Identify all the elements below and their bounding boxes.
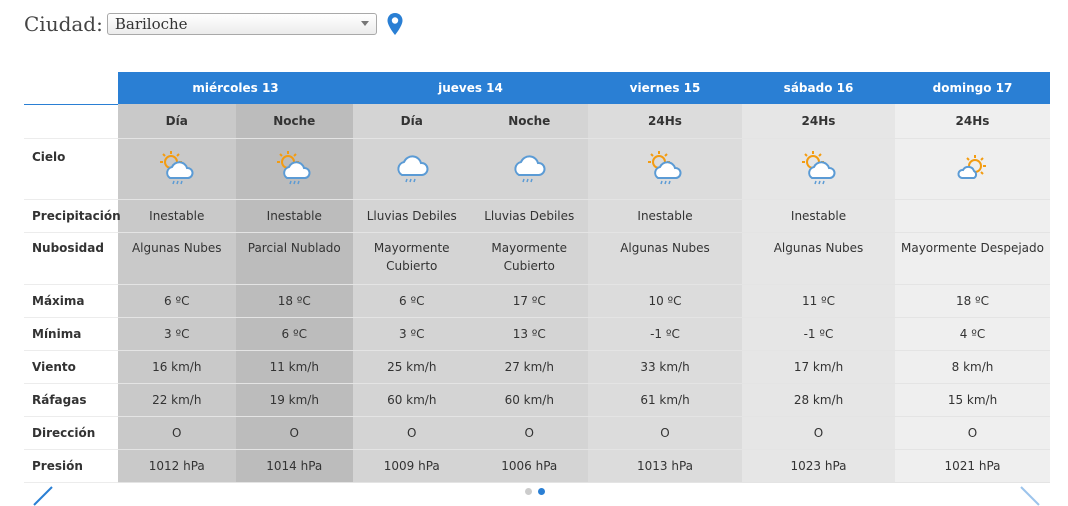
cell-value: 27 km/h [471,350,589,383]
cell-value: 60 km/h [471,383,589,416]
cell-value: 6 ºC [118,284,236,317]
period-cell: Noche [236,104,354,138]
cell-value: 1012 hPa [118,449,236,482]
cell-value: 11 km/h [236,350,354,383]
next-arrow-icon[interactable] [1017,483,1041,506]
cell-value: 3 ºC [118,317,236,350]
sun-cloud-icon [952,148,994,190]
cell-value: 33 km/h [588,350,742,383]
direccion-row [24,416,1050,449]
cell-value: O [353,416,471,449]
period-cell: Día [353,104,471,138]
nubosidad-row [24,232,1050,284]
cell-value: 1023 hPa [742,449,895,482]
cloud-rain-icon [508,148,550,190]
sun-cloud-rain-icon [156,148,198,190]
cell-value: O [118,416,236,449]
cell-value: O [236,416,354,449]
cell-value: Inestable [118,199,236,232]
cell-value: Mayormente [373,240,450,255]
cell-value: 13 ºC [471,317,589,350]
forecast-table [24,72,1050,483]
day-header: viernes 15 [588,72,742,104]
row-label-maxima: Máxima [24,284,118,317]
cell-value: -1 ºC [588,317,742,350]
period-cell: 24Hs [588,104,742,138]
city-selector-row [24,10,404,38]
cell-value: 1014 hPa [236,449,354,482]
cell-value: 61 km/h [588,383,742,416]
cell-value: Inestable [588,199,742,232]
cell-value: Parcial Nublado [247,240,341,255]
cell-value: O [895,416,1050,449]
pagination-dot[interactable] [525,488,532,495]
row-label-nubosidad: Nubosidad [24,232,118,284]
row-label-rafagas: Ráfagas [24,383,118,416]
cell-value: Algunas Nubes [131,240,222,255]
cell-value: 1009 hPa [353,449,471,482]
cell-value: Lluvias Debiles [353,199,471,232]
cell-value: 25 km/h [353,350,471,383]
day-header: miércoles 13 [118,72,353,104]
period-cell: 24Hs [742,104,895,138]
period-cell: 24Hs [895,104,1050,138]
maxima-row [24,284,1050,317]
cielo-row [24,138,1050,199]
city-select-value: Bariloche [114,15,188,33]
cell-value: Algunas Nubes [773,240,864,255]
pagination-dots [525,488,545,495]
city-select[interactable] [107,13,377,35]
row-label-cielo: Cielo [24,138,118,199]
cell-value: 1021 hPa [895,449,1050,482]
cell-value: 16 km/h [118,350,236,383]
cell-value: Lluvias Debiles [471,199,589,232]
cloud-rain-icon [391,148,433,190]
chevron-down-icon [361,21,369,26]
row-label-direccion: Dirección [24,416,118,449]
location-pin-icon[interactable] [386,12,404,36]
cell-value: 4 ºC [895,317,1050,350]
cell-value: Cubierto [503,258,555,273]
sun-cloud-rain-icon [273,148,315,190]
cell-value: 3 ºC [353,317,471,350]
cell-value: O [471,416,589,449]
cell-value: 17 km/h [742,350,895,383]
day-header: sábado 16 [742,72,895,104]
sun-cloud-rain-icon [644,148,686,190]
cell-value: -1 ºC [742,317,895,350]
cell-value: 22 km/h [118,383,236,416]
viento-row [24,350,1050,383]
day-header: jueves 14 [353,72,588,104]
cell-value: Mayormente [491,240,568,255]
cell-value: 6 ºC [236,317,354,350]
cell-value: Inestable [236,199,354,232]
rafagas-row [24,383,1050,416]
cell-value: 11 ºC [742,284,895,317]
cell-value: O [742,416,895,449]
cell-value: Cubierto [386,258,438,273]
cell-value: 18 ºC [236,284,354,317]
period-cell: Noche [471,104,589,138]
row-label [24,104,118,138]
cell-value: 60 km/h [353,383,471,416]
cell-value: 6 ºC [353,284,471,317]
cell-value: 1006 hPa [471,449,589,482]
cell-value: 19 km/h [236,383,354,416]
cell-value: Mayormente Despejado [901,240,1044,255]
cell-value: O [588,416,742,449]
row-label-viento: Viento [24,350,118,383]
day-header: domingo 17 [895,72,1050,104]
sun-cloud-rain-icon [798,148,840,190]
prev-arrow-icon[interactable] [32,483,56,506]
cell-value: 8 km/h [895,350,1050,383]
presion-row [24,449,1050,482]
row-label-precipitacion: Precipitación [24,199,118,232]
cell-value: 15 km/h [895,383,1050,416]
cell-value: 17 ºC [471,284,589,317]
cell-value: Inestable [742,199,895,232]
cell-value: 28 km/h [742,383,895,416]
period-row [24,104,1050,138]
cell-value: Algunas Nubes [620,240,710,255]
cell-value: 1013 hPa [588,449,742,482]
row-label-presion: Presión [24,449,118,482]
row-label-minima: Mínima [24,317,118,350]
period-cell: Día [118,104,236,138]
precipitacion-row [24,199,1050,232]
cell-value: 10 ºC [588,284,742,317]
corner-cell [24,72,118,104]
city-label: Ciudad: [24,12,103,36]
minima-row [24,317,1050,350]
pagination-dot-active[interactable] [538,488,545,495]
cell-value: 18 ºC [895,284,1050,317]
cell-value [895,199,1050,232]
